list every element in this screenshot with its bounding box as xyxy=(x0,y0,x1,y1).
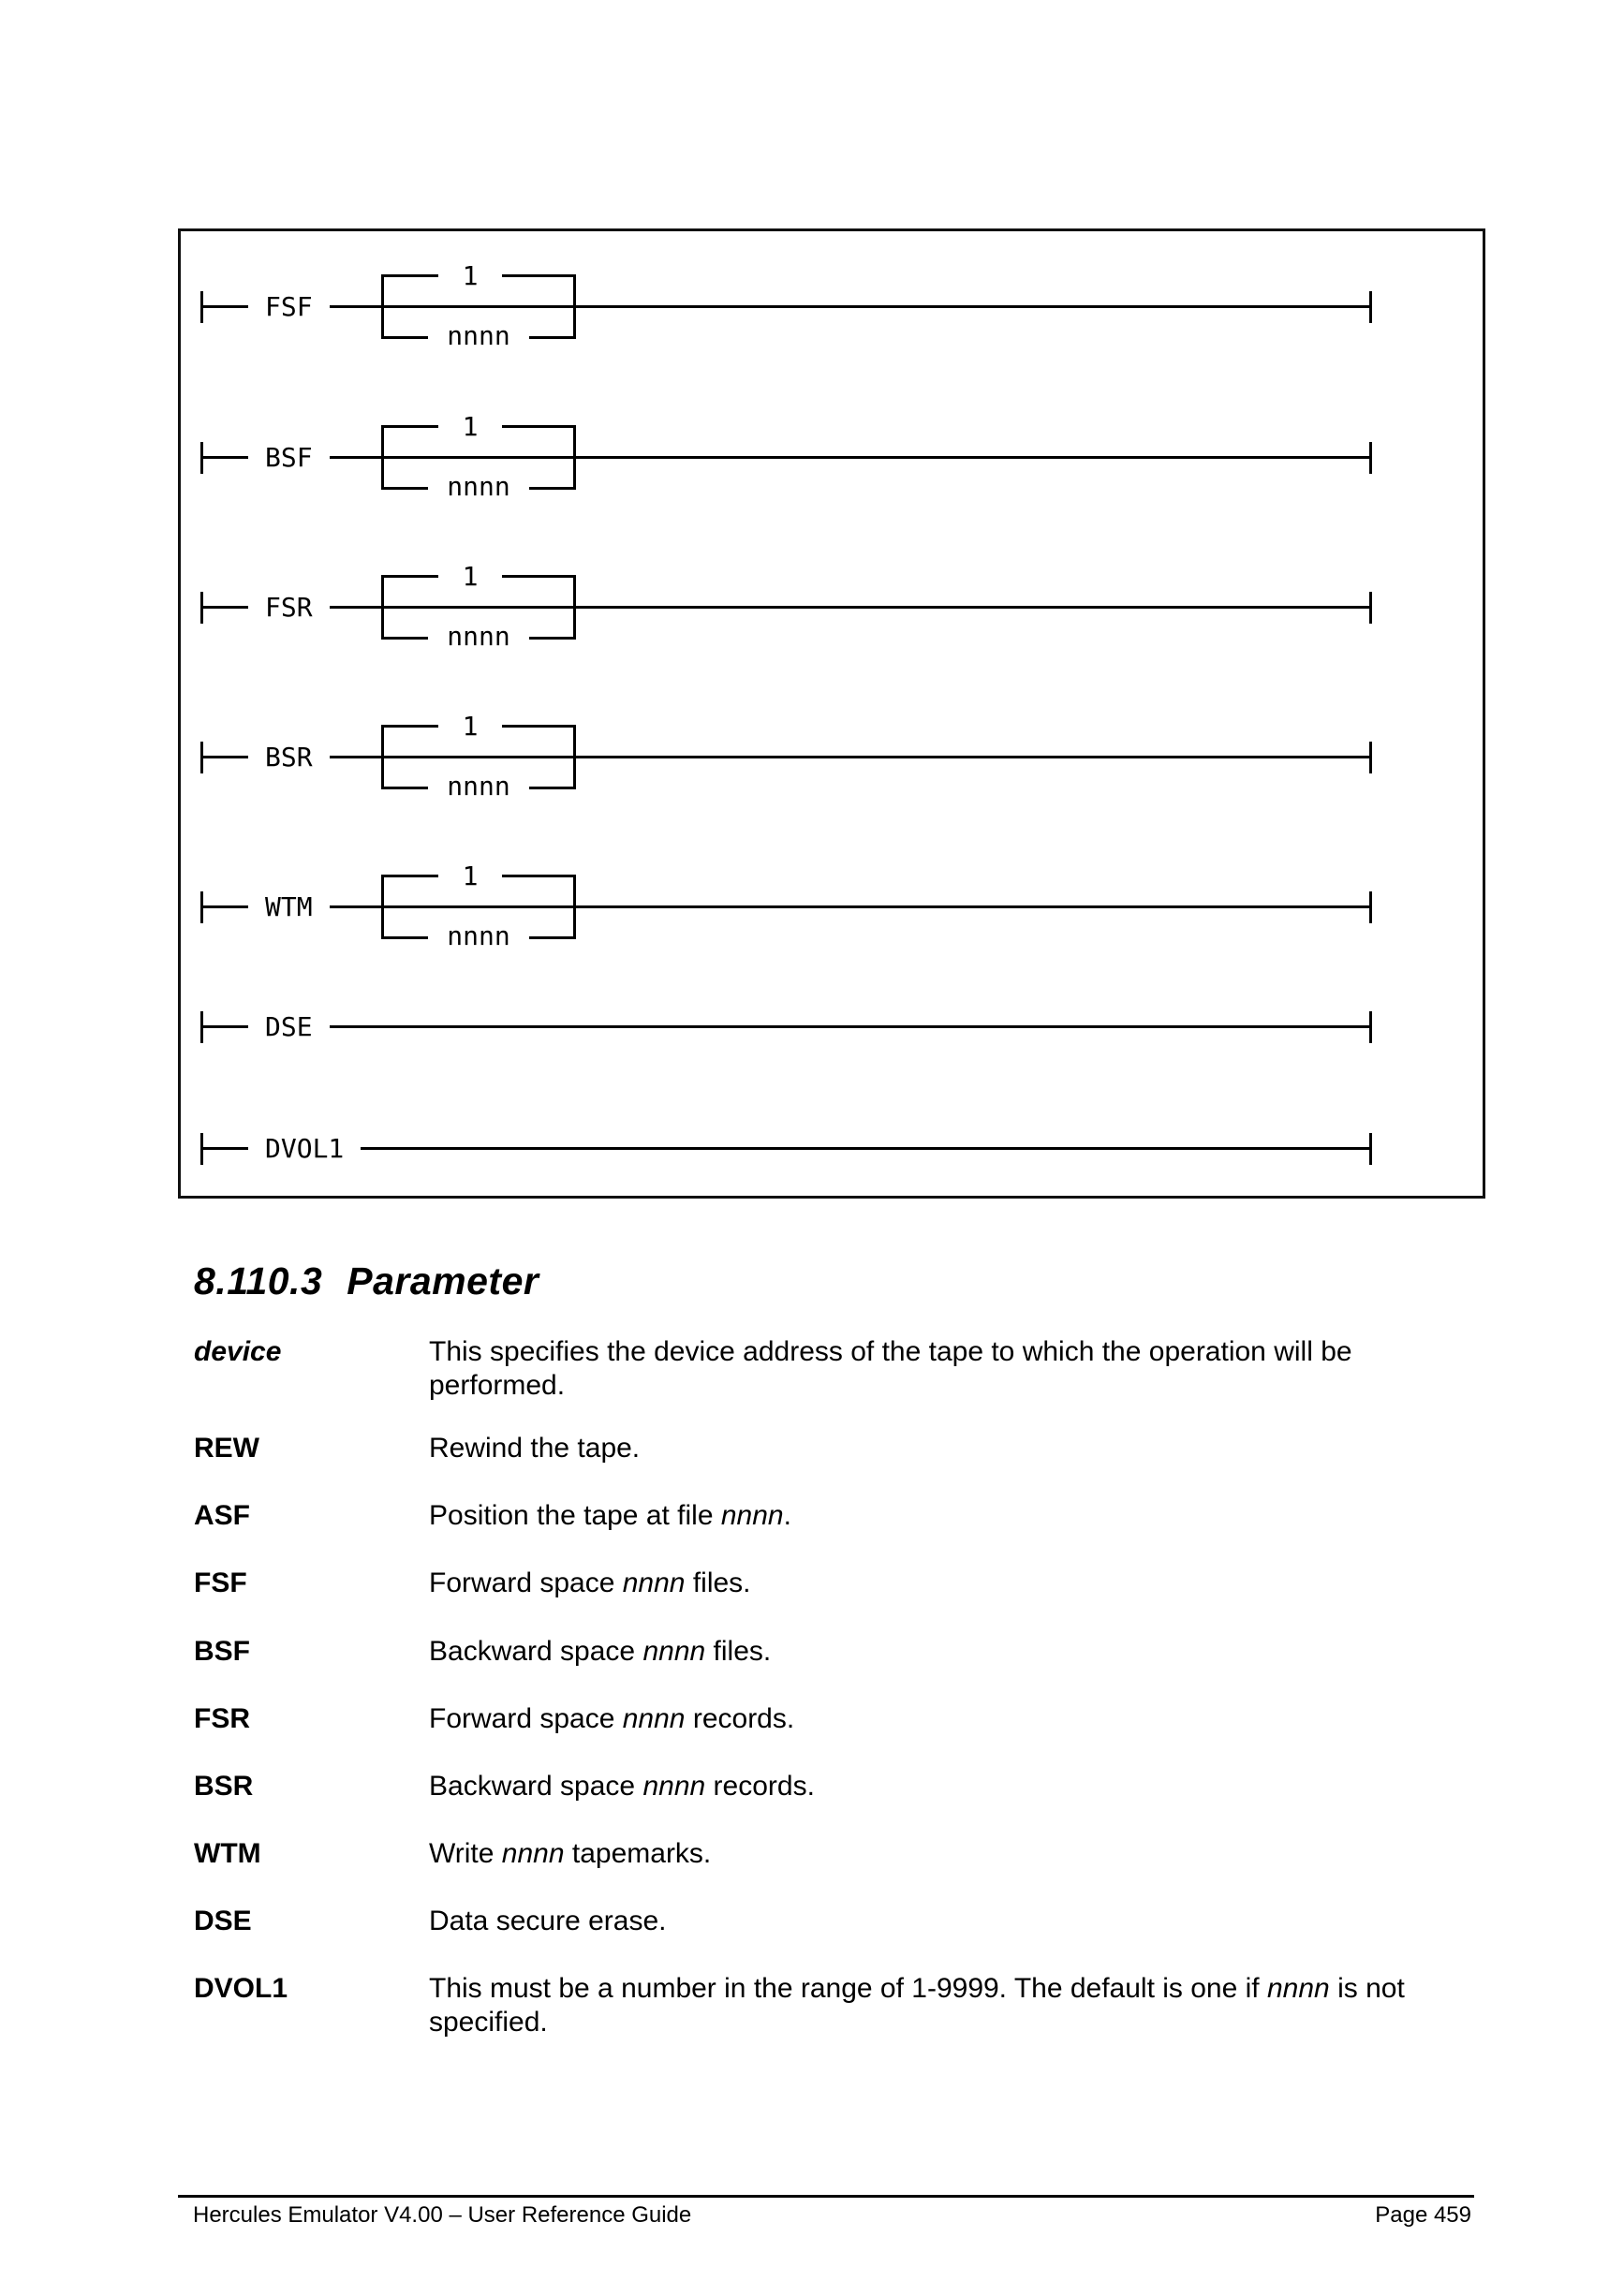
footer-doc-title: Hercules Emulator V4.00 – User Reference Guide xyxy=(193,2202,692,2228)
definition-var: nnnn xyxy=(1266,1973,1330,2004)
definition-line xyxy=(429,2006,1394,2039)
syntax-row-wtm-branch-bottom-text: nnnn xyxy=(428,920,528,952)
definition-text: Backward space xyxy=(429,1771,643,1802)
syntax-row-dvol1-line xyxy=(201,1147,1370,1150)
definition-var: nnnn xyxy=(501,1838,565,1869)
parameter-term-device: device xyxy=(194,1336,282,1367)
definition-var: nnnn xyxy=(622,1703,686,1734)
parameter-term-asf: ASF xyxy=(194,1500,250,1531)
definition-text: files. xyxy=(705,1636,772,1667)
syntax-row-fsf-right-tick xyxy=(1369,291,1372,323)
definition-text: Rewind the tape. xyxy=(429,1433,641,1464)
syntax-row-bsr-branch-bottom-text: nnnn xyxy=(428,771,528,802)
parameter-definition-device xyxy=(429,1335,1394,1403)
syntax-row-dse-right-tick xyxy=(1369,1011,1372,1043)
syntax-row-bsr-right-tick xyxy=(1369,742,1372,773)
definition-line xyxy=(429,1335,1394,1369)
definition-line xyxy=(429,1369,1394,1403)
parameter-term-wtm: WTM xyxy=(194,1838,261,1869)
definition-line xyxy=(429,1567,1394,1600)
section-title: Parameter xyxy=(347,1259,539,1303)
definition-var: nnnn xyxy=(720,1500,784,1531)
syntax-row-bsf-branch-top-label xyxy=(373,411,568,443)
syntax-row-bsf-branch-bottom-text: nnnn xyxy=(428,471,528,503)
definition-text: Backward space xyxy=(429,1636,643,1667)
definition-text: records. xyxy=(705,1771,815,1802)
definition-text: tapemarks. xyxy=(564,1838,712,1869)
parameter-definition-bsr xyxy=(429,1770,1394,1803)
definition-var: nnnn xyxy=(642,1636,706,1667)
syntax-row-fsf-keyword: FSF xyxy=(248,291,330,323)
parameter-definition-fsr xyxy=(429,1702,1394,1736)
syntax-row-fsr-branch-bottom-label xyxy=(381,621,576,653)
parameter-definition-asf xyxy=(429,1499,1394,1533)
parameter-definition-dvol1 xyxy=(429,1972,1405,2039)
definition-line xyxy=(429,1499,1394,1533)
definition-text: This must be a number in the range of 1-9999. The default is one if xyxy=(429,1973,1267,2004)
syntax-row-fsr-branch-top-text: 1 xyxy=(438,561,503,593)
parameter-term-dse: DSE xyxy=(194,1906,252,1936)
parameter-term-bsr: BSR xyxy=(194,1771,254,1802)
syntax-row-wtm-keyword: WTM xyxy=(248,891,330,923)
syntax-row-wtm-right-tick xyxy=(1369,891,1372,923)
definition-text: files. xyxy=(685,1567,751,1598)
definition-text: Position the tape at file xyxy=(429,1500,721,1531)
syntax-row-bsr-line xyxy=(201,756,1370,758)
footer-page-number: Page 459 xyxy=(1375,2202,1471,2228)
definition-text: is not xyxy=(1329,1973,1405,2004)
syntax-row-dvol1-keyword: DVOL1 xyxy=(248,1133,361,1165)
syntax-row-wtm-branch-bottom-label xyxy=(381,920,576,952)
section-number: 8.110.3 xyxy=(194,1259,323,1303)
parameter-definition-fsf xyxy=(429,1567,1394,1600)
syntax-row-bsf-line xyxy=(201,456,1370,459)
syntax-row-fsf-branch-top-text: 1 xyxy=(438,260,503,292)
syntax-row-fsf-line xyxy=(201,305,1370,308)
definition-var: nnnn xyxy=(642,1771,706,1802)
definition-line xyxy=(429,1972,1405,2006)
syntax-row-bsr-branch-bottom-label xyxy=(381,771,576,802)
definition-text: Data secure erase. xyxy=(429,1906,667,1936)
syntax-row-fsf-branch-top-label xyxy=(373,260,568,292)
syntax-row-wtm-branch-top-text: 1 xyxy=(438,861,503,892)
section-heading xyxy=(194,1260,539,1303)
definition-line xyxy=(429,1905,1394,1938)
definition-line xyxy=(429,1770,1394,1803)
parameter-definition-bsf xyxy=(429,1635,1394,1669)
syntax-row-fsr-line xyxy=(201,606,1370,609)
definition-text: . xyxy=(783,1500,791,1531)
definition-text: This specifies the device address of the tape to which the operation will be xyxy=(429,1336,1352,1367)
definition-text: Forward space xyxy=(429,1703,623,1734)
syntax-row-wtm-branch-top-label xyxy=(373,861,568,892)
syntax-row-fsr-branch-top-label xyxy=(373,561,568,593)
syntax-row-fsr-branch-bottom-text: nnnn xyxy=(428,621,528,653)
syntax-row-bsf-left-tick xyxy=(200,442,203,474)
definition-text: performed. xyxy=(429,1370,566,1401)
syntax-row-fsr-keyword: FSR xyxy=(248,592,330,624)
syntax-row-dse-keyword: DSE xyxy=(248,1011,330,1043)
syntax-row-bsr-left-tick xyxy=(200,742,203,773)
definition-line xyxy=(429,1635,1394,1669)
parameter-definition-rew xyxy=(429,1432,1394,1465)
syntax-diagram xyxy=(178,228,1485,1199)
syntax-row-dvol1-right-tick xyxy=(1369,1133,1372,1165)
syntax-row-bsf-right-tick xyxy=(1369,442,1372,474)
syntax-row-dse-left-tick xyxy=(200,1011,203,1043)
syntax-row-fsr-right-tick xyxy=(1369,592,1372,624)
syntax-row-bsr-branch-top-text: 1 xyxy=(438,711,503,743)
parameter-definition-dse xyxy=(429,1905,1394,1938)
syntax-row-bsf-keyword: BSF xyxy=(248,442,330,474)
definition-text: records. xyxy=(685,1703,795,1734)
definition-text: Write xyxy=(429,1838,502,1869)
parameter-definition-wtm xyxy=(429,1837,1394,1871)
parameter-term-fsf: FSF xyxy=(194,1567,247,1598)
parameter-term-dvol1: DVOL1 xyxy=(194,1973,288,2004)
syntax-row-bsf-branch-top-text: 1 xyxy=(438,411,503,443)
syntax-row-fsf-branch-bottom-text: nnnn xyxy=(428,320,528,352)
syntax-row-wtm-line xyxy=(201,905,1370,908)
syntax-row-dvol1-left-tick xyxy=(200,1133,203,1165)
syntax-row-bsf-branch-bottom-label xyxy=(381,471,576,503)
footer-rule xyxy=(178,2195,1474,2198)
syntax-row-fsf-left-tick xyxy=(200,291,203,323)
syntax-row-dse-line xyxy=(201,1025,1370,1028)
definition-line xyxy=(429,1432,1394,1465)
syntax-row-bsr-branch-top-label xyxy=(373,711,568,743)
definition-text: specified. xyxy=(429,2007,548,2038)
parameter-term-bsf: BSF xyxy=(194,1636,250,1667)
definition-text: Forward space xyxy=(429,1567,623,1598)
parameter-term-fsr: FSR xyxy=(194,1703,250,1734)
definition-line xyxy=(429,1702,1394,1736)
parameter-term-rew: REW xyxy=(194,1433,259,1464)
definition-var: nnnn xyxy=(622,1567,686,1598)
syntax-row-bsr-keyword: BSR xyxy=(248,742,330,773)
syntax-row-wtm-left-tick xyxy=(200,891,203,923)
syntax-row-fsf-branch-bottom-label xyxy=(381,320,576,352)
syntax-row-fsr-left-tick xyxy=(200,592,203,624)
definition-line xyxy=(429,1837,1394,1871)
